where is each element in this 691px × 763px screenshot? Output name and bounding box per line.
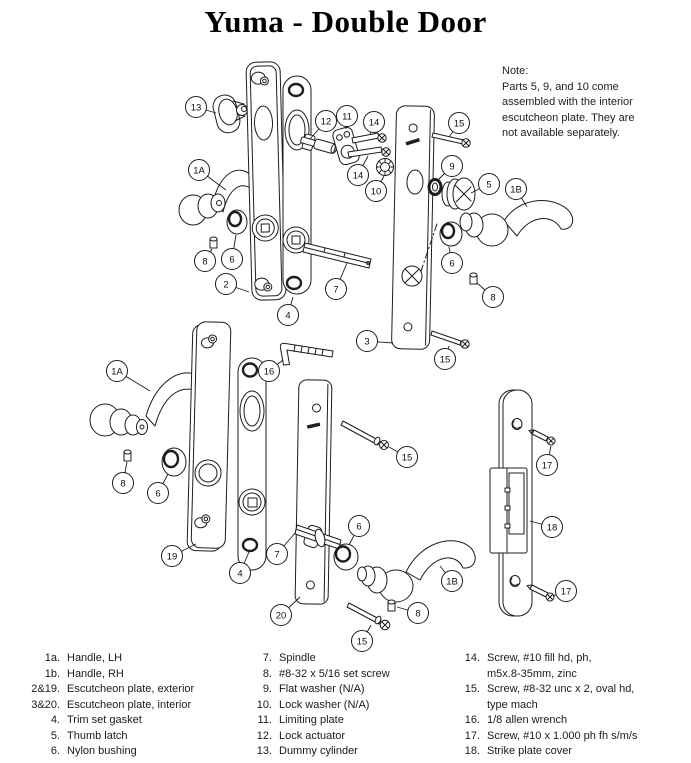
part-number: 7. (262, 652, 272, 664)
part-description: Nylon bushing (67, 745, 137, 757)
parts-column-3 (448, 651, 683, 760)
callout-label: 1B (510, 184, 522, 196)
part-number: 3&20. (31, 698, 60, 711)
page-title: Yuma - Double Door (204, 4, 487, 39)
part-list-item (448, 729, 683, 745)
part-number: 6. (50, 745, 60, 757)
part-number: 18. (464, 745, 480, 757)
callout-label: 1B (446, 576, 458, 588)
parts-column-1 (28, 651, 240, 760)
screw-17-top (529, 430, 555, 445)
part-list-item (28, 651, 240, 667)
callout-label: 13 (190, 102, 202, 114)
screw-14-upper (352, 133, 386, 143)
part-description: Handle, LH (67, 652, 123, 664)
part-list-item (28, 698, 240, 714)
callout-label: 6 (449, 258, 455, 270)
handle-lh-bottom (90, 373, 201, 436)
part-description: Strike plate cover (487, 745, 572, 757)
part-description: #8-32 x 5/16 set screw (279, 667, 390, 680)
part-number: 9. (262, 683, 272, 695)
part-list-item (448, 713, 683, 729)
parts-column-2 (240, 651, 448, 760)
callout-label: 4 (285, 310, 291, 322)
part-description: Screw, #8-32 unc x 2, oval hd, type mach (487, 683, 635, 711)
handle-rh-bottom (358, 541, 476, 602)
spindle-top (303, 243, 371, 268)
limiting-plate (331, 126, 360, 166)
callout-label: 1A (111, 366, 123, 378)
part-description: Lock washer (N/A) (279, 698, 370, 711)
part-number: 1a. (44, 652, 60, 664)
callout-label: 4 (237, 568, 243, 580)
parts-list (0, 651, 691, 760)
callout-label: 17 (541, 460, 553, 472)
part-description: Thumb latch (67, 729, 128, 742)
callout-label: 19 (166, 551, 178, 563)
note-line: not available separately. (502, 127, 620, 139)
part-description: Spindle (279, 652, 316, 664)
screw-15-bottom-upper (341, 421, 389, 450)
part-description: Escutcheon plate, exterior (67, 683, 195, 695)
part-number: 16. (464, 714, 480, 726)
part-number: 13. (256, 745, 272, 757)
part-number: 8. (262, 667, 272, 680)
callout-label: 14 (368, 117, 380, 129)
nylon-bushing-top-left (227, 210, 247, 234)
set-screw-bottom-right (388, 600, 395, 611)
note-heading: Note: (502, 65, 529, 77)
part-list-item (240, 667, 448, 683)
callout-label: 8 (120, 478, 126, 490)
part-number: 4. (50, 714, 60, 726)
part-description: Handle, RH (67, 667, 124, 680)
nylon-bushing-top-right (440, 222, 462, 246)
set-screw-top-left (210, 237, 217, 248)
part-list-item (28, 713, 240, 729)
interior-escutcheon-plate-top (391, 106, 434, 350)
part-list-item (240, 729, 448, 745)
part-number: 1b. (44, 667, 60, 680)
flat-washer (429, 180, 441, 195)
screw-15-top-bottom (431, 331, 469, 348)
callout-label: 17 (560, 586, 572, 598)
callout-label: 1A (193, 165, 205, 177)
exterior-escutcheon-plate-top (246, 62, 286, 301)
part-list-item (240, 682, 448, 698)
strike-plate-cover (490, 390, 532, 616)
part-number: 15. (464, 683, 480, 695)
callout-label: 6 (356, 521, 362, 533)
set-screw-bottom-left (124, 450, 131, 461)
part-list-item (28, 667, 240, 683)
callout-label: 8 (202, 256, 208, 268)
nylon-bushing-bottom-left (162, 448, 186, 476)
part-list-item (240, 713, 448, 729)
allen-wrench (280, 343, 333, 365)
part-number: 11. (257, 714, 272, 726)
part-number: 5. (50, 729, 60, 742)
part-number: 12. (256, 729, 272, 742)
nylon-bushing-bottom-middle (334, 544, 358, 570)
screw-15-top-right (432, 133, 470, 147)
interior-escutcheon-plate-bottom (295, 380, 332, 605)
part-list-item (448, 682, 683, 713)
part-description: Screw, #10 x 1.000 ph fh s/m/s (487, 729, 638, 742)
callout-label: 15 (453, 118, 465, 130)
part-list-item (28, 744, 240, 760)
part-number: 2&19. (31, 683, 60, 695)
part-list-item (448, 651, 683, 682)
callout-label: 15 (356, 636, 368, 648)
part-description: Screw, #10 fill hd, ph, m5x.8-35mm, zinc (487, 652, 592, 680)
part-list-item (240, 651, 448, 667)
callout-label: 16 (263, 366, 275, 378)
callout-label: 10 (370, 186, 382, 198)
part-description: Limiting plate (279, 714, 344, 726)
part-number: 10. (256, 698, 272, 711)
lock-washer (377, 159, 394, 176)
part-description: Escutcheon plate, interior (67, 698, 192, 711)
callout-label: 5 (486, 179, 492, 191)
callout-label: 6 (229, 254, 235, 266)
callout-label: 15 (401, 452, 413, 464)
trim-gasket-bottom (238, 358, 266, 570)
part-description: Dummy cylinder (279, 745, 358, 757)
part-list-item (240, 744, 448, 760)
callout-label: 3 (364, 336, 370, 348)
part-description: 1/8 allen wrench (487, 714, 568, 726)
part-number: 14. (464, 652, 480, 664)
callout-label: 18 (546, 522, 558, 534)
handle-rh-top (460, 201, 573, 246)
callout-label: 15 (439, 354, 451, 366)
note-line: Parts 5, 9, and 10 come (502, 80, 619, 93)
part-description: Flat washer (N/A) (279, 683, 365, 695)
part-list-item (240, 698, 448, 714)
callout-label: 7 (274, 549, 280, 561)
callout-label: 6 (155, 488, 161, 500)
callout-label: 11 (342, 111, 352, 123)
dummy-cylinder (211, 93, 248, 135)
thumb-latch (442, 178, 475, 210)
exterior-escutcheon-plate-bottom (187, 322, 231, 552)
callout-label: 2 (223, 279, 229, 291)
callout-label: 9 (449, 161, 455, 173)
part-description: Trim set gasket (67, 714, 142, 726)
note-line: escutcheon plate. They are (502, 111, 635, 124)
part-list-item (448, 744, 683, 760)
set-screw-top-right (470, 273, 477, 284)
note-line: assembled with the interior (502, 96, 633, 108)
screw-15-bottom-lower (347, 603, 390, 630)
trim-gasket-top (283, 76, 311, 294)
callout-label: 14 (352, 170, 364, 182)
callout-label: 12 (320, 116, 332, 128)
part-description: Lock actuator (279, 729, 346, 742)
callout-label: 20 (275, 610, 287, 622)
callout-label: 8 (490, 292, 496, 304)
part-list-item (28, 729, 240, 745)
callout-label: 8 (415, 608, 421, 620)
part-number: 17. (464, 729, 480, 742)
callout-label: 7 (333, 284, 339, 296)
part-list-item (28, 682, 240, 698)
